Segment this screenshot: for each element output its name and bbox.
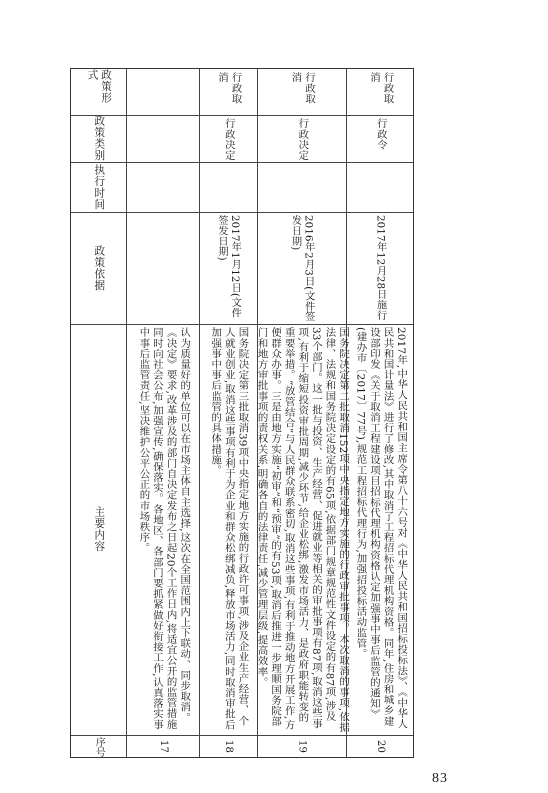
row-20-content-cell	[347, 327, 413, 733]
policy-table	[70, 68, 414, 758]
row-18-seq-cell	[200, 735, 256, 759]
rule-header-row	[126, 69, 127, 757]
row-20-type-cell	[347, 118, 413, 161]
row-18-form-cell	[200, 72, 256, 114]
row-20-content: 2017年,中华人民共和国主席令第八十六号对《中华人民共和国招标投标法》、《中华人民共和国计量法》进行了修改,其中取消了工程招标代理机构资格。同年,住房和城乡建设部印发《关于取消工程建设项目招标代理机构资格认定加强事中事后监管的通知》(建办市〔2017〕77号),规范工程招标代理行为,加强招投标活动监管。	[354, 327, 408, 729]
row-18-time-cell	[200, 215, 256, 323]
row-19-form-cell	[258, 72, 345, 114]
row-18-content: 国务院决定第三批取消39项中央指定地方实施的行政许可事项,涉及企业生产经营、个人就业创业,取消这些事项有利于为企业和群众松绑减负,释放市场活力,同时取消审批后加强事中事后监管的具体措施。	[209, 327, 249, 730]
row-19-time-cell	[258, 215, 345, 323]
row-20-time-cell	[347, 215, 413, 323]
row-17-seq: 17	[157, 740, 169, 754]
row-20-policy-form: 行政取消	[368, 72, 394, 104]
row-19-content-cell	[255, 327, 350, 733]
row-20-form-cell	[347, 72, 413, 114]
row-18-exec-time: 2017年1月12日(文件签发日期)	[216, 215, 241, 318]
header-exec-time-cell	[71, 162, 126, 212]
row-20-seq-cell	[347, 735, 413, 759]
header-policy-type: 政策类别	[93, 115, 106, 162]
row-17-seq-cell	[128, 735, 198, 759]
header-policy-form-cell	[71, 69, 126, 115]
page-number: 83	[432, 771, 448, 786]
header-seq-cell	[71, 735, 126, 759]
header-policy-form: 政策形式	[86, 69, 113, 104]
header-seq: 序号	[93, 737, 105, 757]
row-19-policy-type: 行政决定	[296, 118, 309, 161]
header-basis-cell	[71, 212, 126, 324]
header-content: 主要内容	[93, 506, 106, 553]
row-19-type-cell	[258, 118, 345, 161]
row-19-seq-cell	[258, 735, 345, 759]
row-20-policy-type: 行政令	[374, 118, 387, 150]
row-18-seq: 18	[222, 740, 234, 754]
header-content-cell	[71, 324, 126, 735]
row-20-seq: 20	[374, 740, 386, 754]
row-18-type-cell	[200, 118, 256, 161]
row-19-seq: 19	[296, 740, 308, 754]
row-19-exec-time: 2016年2月3日(文件签发日期)	[289, 215, 314, 322]
row-17-content-cell	[128, 327, 198, 733]
row-20-exec-time: 2017年12月28日施行	[374, 215, 386, 321]
header-policy-type-cell	[71, 115, 126, 162]
row-18-content-cell	[200, 327, 256, 733]
header-basis: 政策依据	[93, 244, 106, 292]
row-18-policy-form: 行政取消	[216, 72, 242, 104]
row-19-policy-form: 行政取消	[289, 72, 316, 104]
header-exec-time: 执行时间	[93, 163, 106, 211]
row-17-content: 认为质量好的单位可以在市场主体自主选择,这次在全国范围内上下联动、同步取消。《决定》要求,改革涉及的部门自决定发布之日起20个工作日内,将适宜公开的监管措施同时向社会公布,加强宣传,确保落实。各地区、各部门要抓紧做好衔接工作,认真落实事中事后监管责任,坚决维护公平公正的市场秩序。	[137, 327, 191, 730]
row-19-content: 国务院决定第二批取消152项中央指定地方实施的行政审批事项。本次取消的事项,依据法律、法规和国务院决定设定的有65项,依据部门规章规范性文件设定的有87项,涉及33个部门。这一批与投资、生产经营、促进就业等相关的审批事项有87项,取消这些事项,有利于缩短投资审批周期,减少环节,给企业松绑,激发市场活力、是政府职能转变的重要举措。“放管结合”与人民群众联系密切,取消这些事项,有利于推动地方开展工作,方便群众办事。三是由地方实施“初审”和“预审”的有53项,取消后推进一步理顺国务院部门和地方审批事项的责权关系,明确各自的法律责任,减少管理层级,提高效率。	[255, 327, 350, 733]
row-18-policy-type: 行政决定	[222, 118, 235, 161]
